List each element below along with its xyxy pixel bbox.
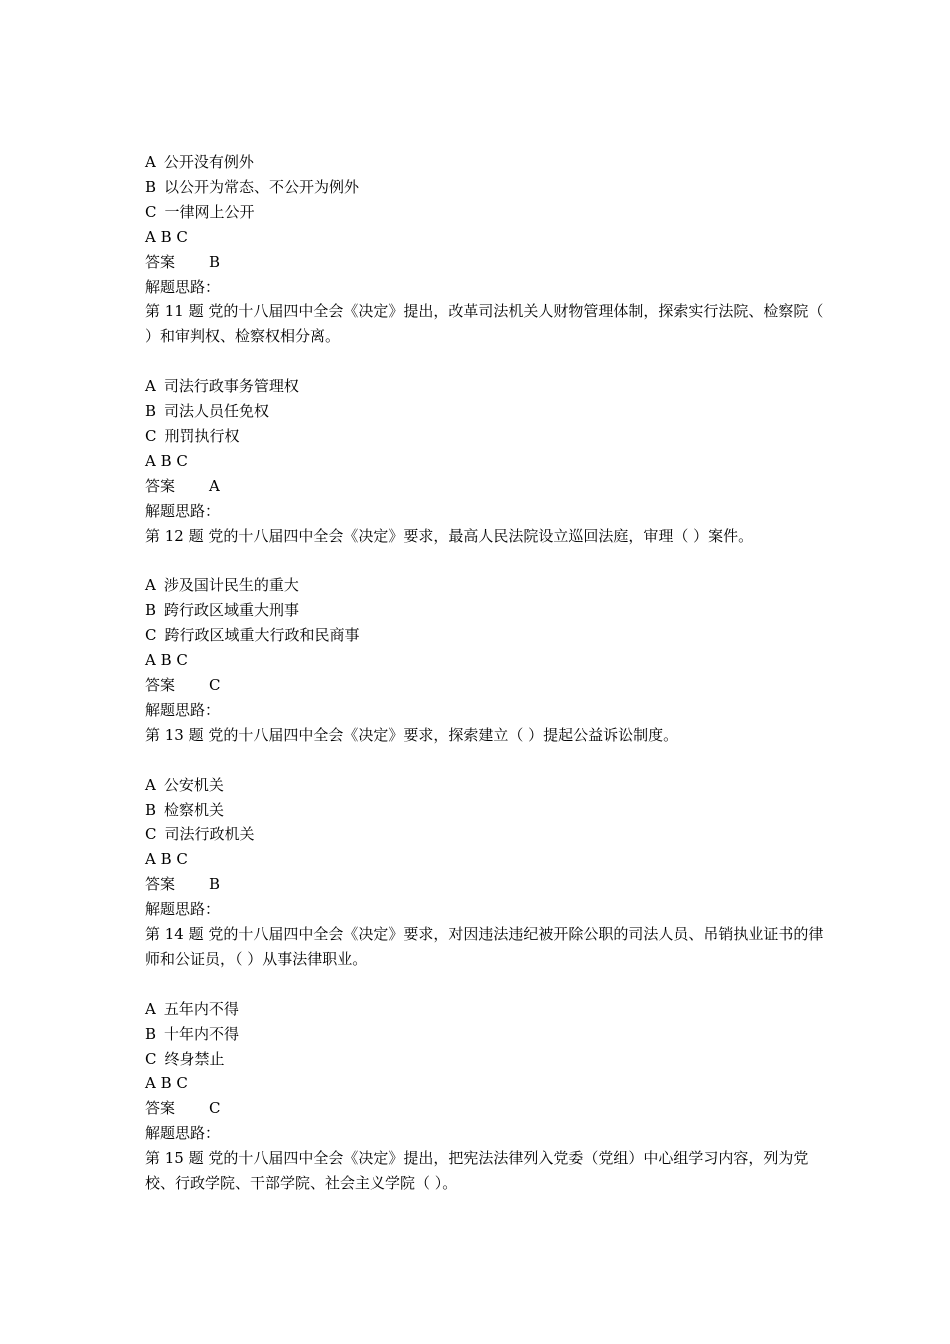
blank-line (145, 349, 825, 374)
option-letter: A (145, 576, 156, 595)
answer-value: C (209, 1099, 221, 1118)
option-line (145, 200, 825, 225)
option-letter: C (145, 426, 157, 445)
question-stem: 第 13 题 党的十八届四中全会《决定》要求，探索建立（ ）提起公益诉讼制度。 (145, 725, 679, 744)
question-stem: 第 15 题 党的十八届四中全会《决定》提出，把宪法法律列入党委（党组）中心组学习内容，列为党校、行政学院、干部学院、社会主义学院（ ）。 (145, 1149, 809, 1193)
option-text: 司法行政机关 (164, 825, 255, 844)
option-letter: A (145, 153, 156, 171)
answer-line (145, 673, 825, 698)
option-line (145, 150, 825, 175)
option-line (145, 623, 825, 648)
choices-line: A B C (145, 651, 188, 670)
answer-label: 答案 (145, 476, 176, 495)
option-letter: B (145, 800, 157, 819)
choices-line: A B C (145, 451, 188, 470)
answer-line (145, 1096, 825, 1121)
option-line (145, 997, 825, 1022)
question-stem: 第 12 题 党的十八届四中全会《决定》要求，最高人民法院设立巡回法庭，审理（ ）案件。 (145, 526, 754, 545)
choices-line: A B C (145, 850, 188, 869)
option-text: 公开没有例外 (163, 153, 254, 171)
option-letter: C (145, 202, 157, 221)
answer-value: C (209, 676, 221, 694)
choices-line: A B C (145, 227, 188, 246)
option-line (145, 399, 825, 424)
option-letter: B (145, 402, 157, 421)
answer-label: 答案 (145, 875, 176, 894)
option-line (145, 175, 825, 200)
option-text: 五年内不得 (163, 999, 239, 1018)
answer-line (145, 250, 825, 275)
option-text: 公安机关 (163, 775, 224, 794)
document-page (145, 150, 825, 1196)
option-letter: B (145, 177, 157, 196)
option-letter: A (145, 999, 156, 1018)
blank-line (145, 972, 825, 997)
option-text: 跨行政区域重大行政和民商事 (164, 626, 360, 645)
option-letter: C (145, 1049, 157, 1068)
answer-line (145, 872, 825, 897)
option-text: 司法人员任免权 (164, 402, 270, 421)
answer-value: B (209, 875, 221, 894)
analysis-label: 解题思路： (145, 900, 221, 919)
answer-line (145, 474, 825, 499)
question-stem: 第 11 题 党的十八届四中全会《决定》提出，改革司法机关人财物管理体制，探索实行法院、检察院（ ）和审判权、检察权相分离。 (145, 302, 824, 346)
answer-value: A (209, 476, 220, 495)
question-block (145, 374, 825, 573)
option-letter: B (145, 1024, 157, 1043)
option-text: 以公开为常态、不公开为例外 (164, 177, 360, 196)
option-line (145, 798, 825, 823)
option-line (145, 598, 825, 623)
answer-label: 答案 (145, 252, 176, 271)
option-line (145, 773, 825, 798)
analysis-label: 解题思路： (145, 277, 221, 296)
answer-value: B (209, 252, 221, 271)
option-text: 刑罚执行权 (164, 426, 240, 445)
question-block (145, 150, 825, 374)
answer-label: 答案 (145, 1099, 176, 1118)
option-text: 涉及国计民生的重大 (163, 576, 299, 595)
question-block (145, 573, 825, 772)
question-block (145, 773, 825, 997)
option-line (145, 1022, 825, 1047)
question-block (145, 997, 825, 1196)
option-text: 终身禁止 (164, 1049, 225, 1068)
option-text: 司法行政事务管理权 (163, 377, 299, 396)
option-line (145, 573, 825, 598)
option-text: 检察机关 (164, 800, 225, 819)
choices-line: A B C (145, 1074, 188, 1093)
option-line (145, 1047, 825, 1072)
analysis-label: 解题思路： (145, 501, 221, 520)
option-text: 十年内不得 (164, 1024, 240, 1043)
blank-line (145, 748, 825, 773)
option-line (145, 424, 825, 449)
analysis-label: 解题思路： (145, 700, 221, 719)
option-line (145, 374, 825, 399)
answer-label: 答案 (145, 676, 176, 694)
option-text: 跨行政区域重大刑事 (164, 601, 300, 620)
option-line (145, 822, 825, 847)
question-stem: 第 14 题 党的十八届四中全会《决定》要求，对因违法违纪被开除公职的司法人员、吊销执业证书的律师和公证员，（ ）从事法律职业。 (145, 925, 824, 968)
option-letter: A (145, 775, 156, 794)
option-text: 一律网上公开 (164, 202, 255, 221)
analysis-label: 解题思路： (145, 1124, 221, 1143)
option-letter: C (145, 825, 157, 844)
option-letter: B (145, 601, 157, 620)
option-letter: A (145, 377, 156, 396)
option-letter: C (145, 626, 157, 645)
blank-line (145, 548, 825, 573)
